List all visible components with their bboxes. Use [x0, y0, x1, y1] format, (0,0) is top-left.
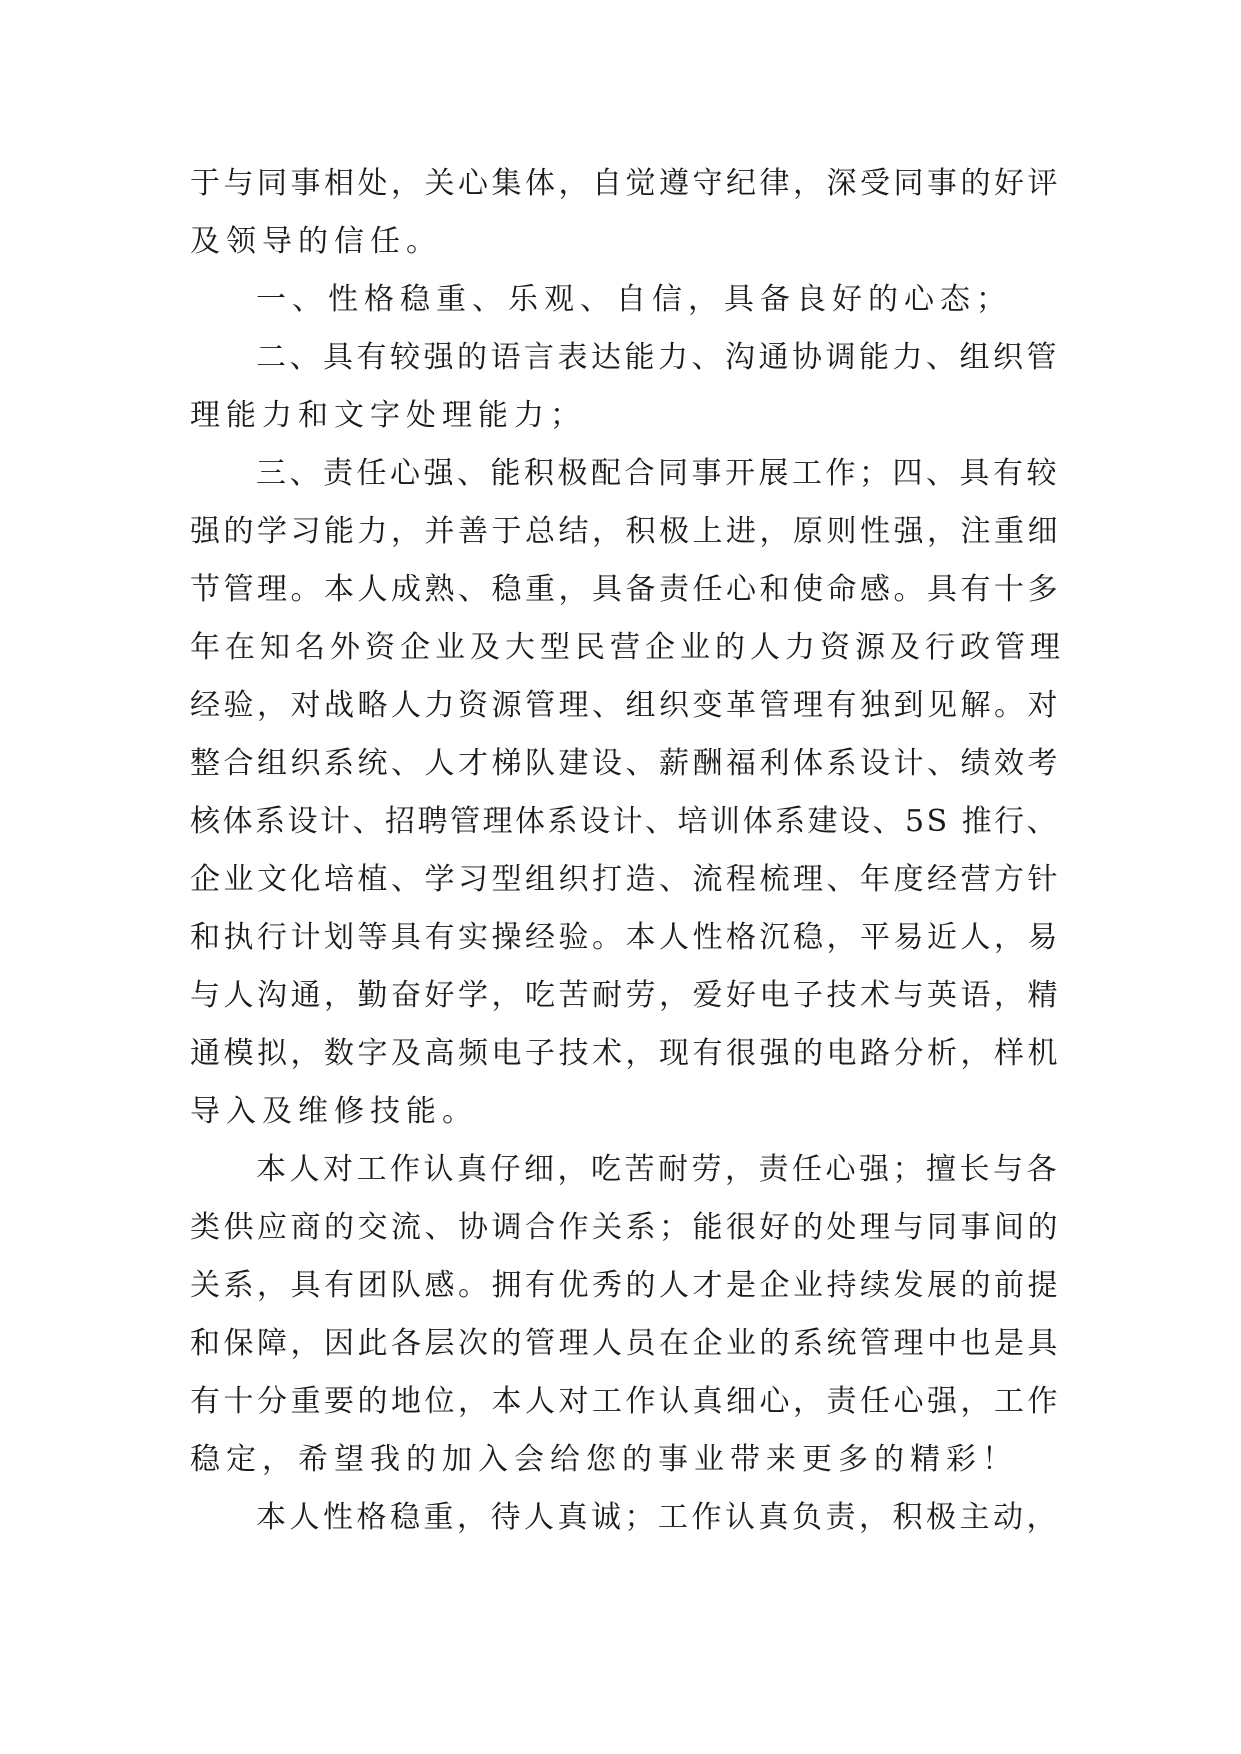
text-line: 本人对工作认真仔细，吃苦耐劳，责任心强；擅长与各	[256, 1152, 1060, 1187]
text-line: 关系，具有团队感。拥有优秀的人才是企业持续发展的前提	[190, 1268, 1061, 1303]
text-line: 经验，对战略人力资源管理、组织变革管理有独到见解。对	[190, 688, 1061, 723]
text-line: 通模拟，数字及高频电子技术，现有很强的电路分析，样机	[190, 1036, 1061, 1071]
text-line: 本人性格稳重，待人真诚；工作认真负责，积极主动，	[256, 1500, 1060, 1535]
text-line: 于与同事相处，关心集体，自觉遵守纪律，深受同事的好评	[190, 166, 1061, 201]
text-line: 一、性格稳重、乐观、自信，具备良好的心态；	[256, 282, 1012, 317]
text-line: 核体系设计、招聘管理体系设计、培训体系建设、5S 推行、	[190, 804, 1060, 839]
text-line: 及领导的信任。	[190, 224, 442, 259]
text-line: 有十分重要的地位，本人对工作认真细心，责任心强，工作	[190, 1384, 1061, 1419]
text-line: 类供应商的交流、协调合作关系；能很好的处理与同事间的	[190, 1210, 1061, 1245]
text-line: 三、责任心强、能积极配合同事开展工作；四、具有较	[256, 456, 1060, 491]
text-line: 企业文化培植、学习型组织打造、流程梳理、年度经营方针	[190, 862, 1061, 897]
text-line: 二、具有较强的语言表达能力、沟通协调能力、组织管	[256, 340, 1060, 375]
text-line: 和执行计划等具有实操经验。本人性格沉稳，平易近人，易	[190, 920, 1061, 955]
text-line: 稳定，希望我的加入会给您的事业带来更多的精彩！	[190, 1442, 1018, 1477]
document-body	[190, 155, 1070, 1547]
text-line: 强的学习能力，并善于总结，积极上进，原则性强，注重细	[190, 514, 1061, 549]
text-line: 与人沟通，勤奋好学，吃苦耐劳，爱好电子技术与英语，精	[190, 978, 1061, 1013]
text-line: 理能力和文字处理能力；	[190, 398, 586, 433]
text-line: 节管理。本人成熟、稳重，具备责任心和使命感。具有十多	[190, 572, 1061, 607]
text-line: 和保障，因此各层次的管理人员在企业的系统管理中也是具	[190, 1326, 1061, 1361]
text-line: 导入及维修技能。	[190, 1094, 478, 1129]
text-line: 年在知名外资企业及大型民营企业的人力资源及行政管理	[190, 630, 1065, 665]
text-line: 整合组织系统、人才梯队建设、薪酬福利体系设计、绩效考	[190, 746, 1061, 781]
